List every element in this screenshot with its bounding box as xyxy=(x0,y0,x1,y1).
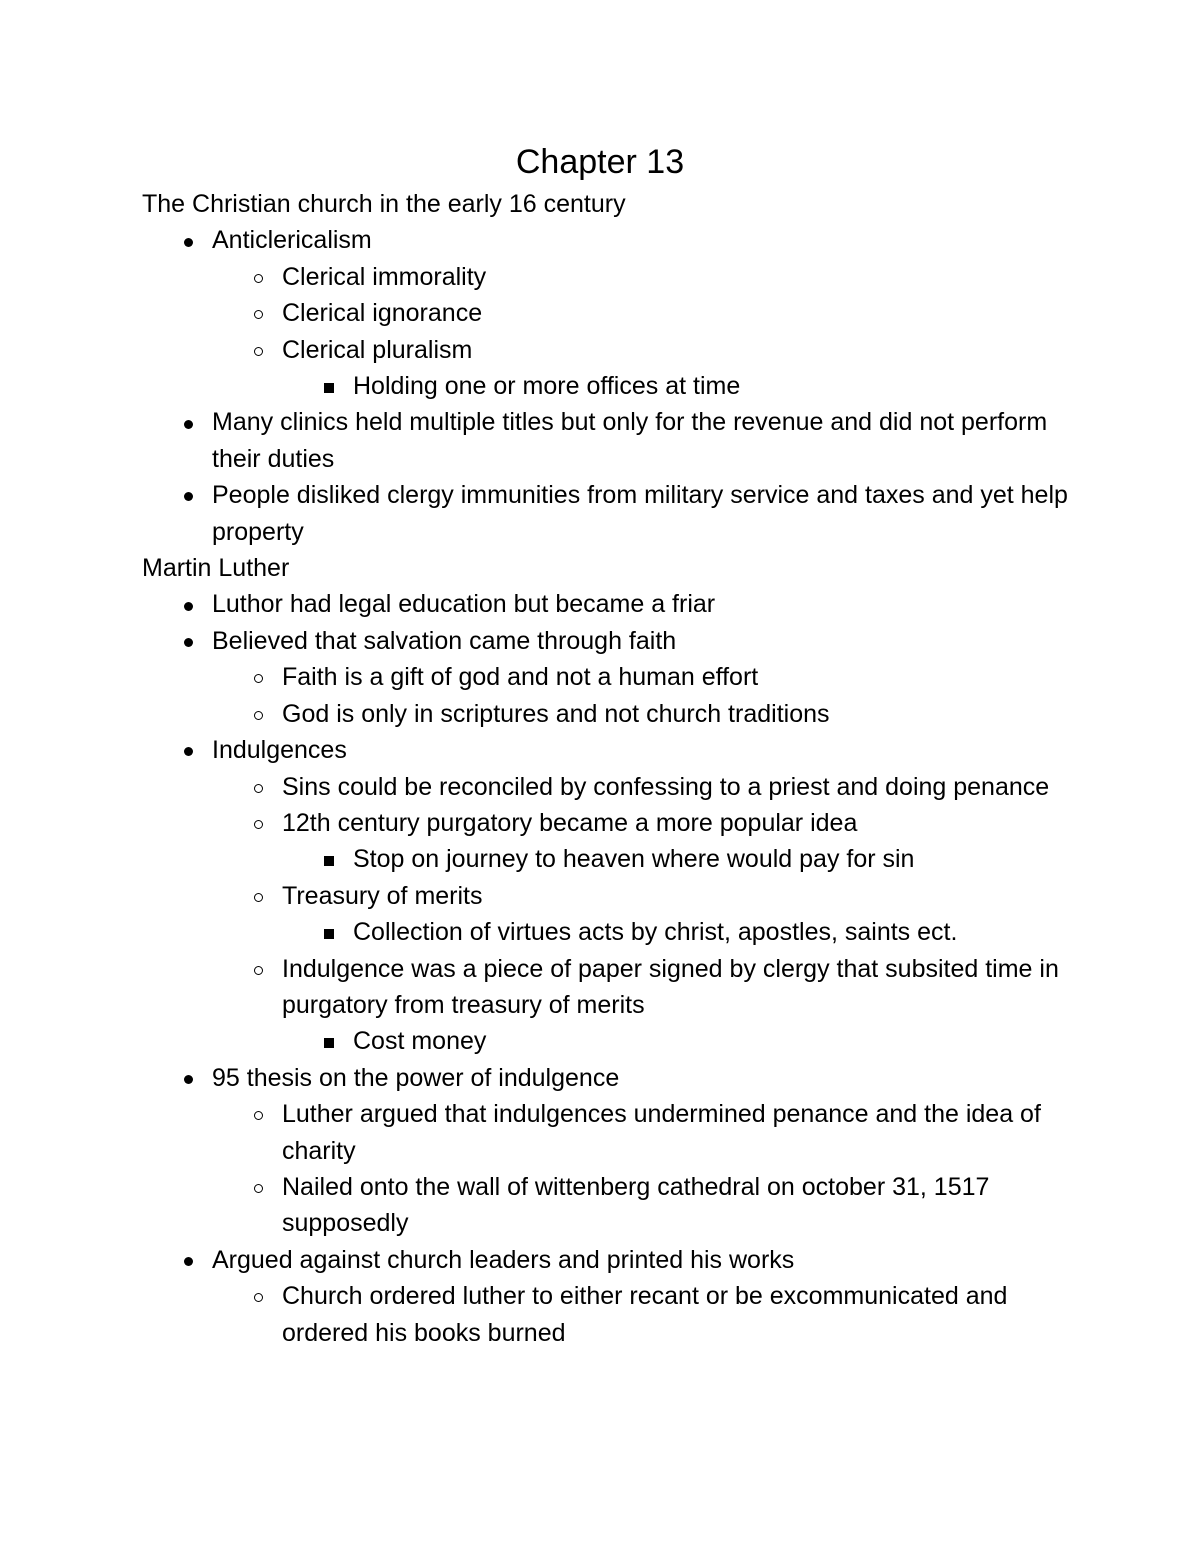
list-item xyxy=(142,1023,1072,1059)
list-item-text: Luthor had legal education but became a friar xyxy=(212,590,716,619)
list-item xyxy=(142,368,1072,404)
bullet-circle-icon xyxy=(246,769,270,805)
bullet-circle-icon xyxy=(246,805,270,841)
list-item xyxy=(142,259,1072,295)
list-item xyxy=(142,222,1072,258)
list-item-text: 12th century purgatory became a more popular idea xyxy=(282,808,858,837)
bullet-dot-icon xyxy=(176,404,200,440)
list-item-text: Nailed onto the wall of wittenberg cathedral on october 31, 1517 supposedly xyxy=(282,1172,990,1238)
bullet-dot-icon xyxy=(176,732,200,768)
list-item-text: People disliked clergy immunities from military service and taxes and yet help property xyxy=(212,481,1068,546)
list-item xyxy=(142,951,1072,1024)
bullet-square-icon xyxy=(317,914,341,950)
section xyxy=(142,186,1072,550)
section-heading: The Christian church in the early 16 century xyxy=(142,190,626,218)
bullet-circle-icon xyxy=(246,1169,270,1205)
bullet-circle-icon xyxy=(246,259,270,295)
list-item-text: Treasury of merits xyxy=(282,881,483,910)
bullet-square-icon xyxy=(317,368,341,404)
bullet-square-icon xyxy=(317,841,341,877)
list-item-text: Clerical pluralism xyxy=(282,335,473,364)
list-item-text: Cost money xyxy=(353,1027,487,1056)
list-item xyxy=(142,769,1072,805)
list-item-text: Clerical ignorance xyxy=(282,299,483,328)
list-item-text: Anticlericalism xyxy=(212,226,372,255)
page-title: Chapter 13 xyxy=(515,143,685,181)
list-item xyxy=(142,1169,1072,1242)
bullet-dot-icon xyxy=(176,222,200,258)
list-item xyxy=(142,841,1072,877)
list-item xyxy=(142,1096,1072,1169)
bullet-circle-icon xyxy=(246,951,270,987)
list-item-text: Many clinics held multiple titles but only for the revenue and did not perform their duties xyxy=(212,408,1048,473)
bullet-circle-icon xyxy=(246,696,270,732)
list-item xyxy=(142,914,1072,950)
bullet-circle-icon xyxy=(246,1278,270,1314)
list-item xyxy=(142,586,1072,622)
bullet-square-icon xyxy=(317,1023,341,1059)
notes-body xyxy=(142,186,1072,1351)
list-item-text: Holding one or more offices at time xyxy=(353,372,741,401)
list-item-text: God is only in scriptures and not church traditions xyxy=(282,699,830,728)
bullet-circle-icon xyxy=(246,659,270,695)
list-item-text: Believed that salvation came through faith xyxy=(212,626,677,655)
list-item-text: Collection of virtues acts by christ, apostles, saints ect. xyxy=(353,918,958,947)
list-item xyxy=(142,1242,1072,1278)
bullet-circle-icon xyxy=(246,1096,270,1132)
bullet-dot-icon xyxy=(176,477,200,513)
list-item-text: Sins could be reconciled by confessing to a priest and doing penance xyxy=(282,772,1050,801)
list-item xyxy=(142,404,1072,477)
section xyxy=(142,550,1072,1351)
list-item xyxy=(142,1060,1072,1096)
list-item xyxy=(142,696,1072,732)
list-item-text: Stop on journey to heaven where would pay for sin xyxy=(353,845,915,874)
list-item xyxy=(142,295,1072,331)
bullet-circle-icon xyxy=(246,332,270,368)
list-item-text: Luther argued that indulgences undermined penance and the idea of charity xyxy=(282,1100,1041,1165)
list-item-text: Church ordered luther to either recant or be excommunicated and ordered his books burned xyxy=(282,1282,1008,1347)
list-item-text: Faith is a gift of god and not a human effort xyxy=(282,663,759,692)
list-item xyxy=(142,332,1072,368)
bullet-dot-icon xyxy=(176,1242,200,1278)
bullet-dot-icon xyxy=(176,586,200,622)
bullet-dot-icon xyxy=(176,623,200,659)
section-heading: Martin Luther xyxy=(142,554,290,583)
list-item xyxy=(142,878,1072,914)
list-item-text: Clerical immorality xyxy=(282,262,487,291)
list-item-text: Indulgences xyxy=(212,736,347,765)
list-item xyxy=(142,623,1072,659)
list-item-text: Argued against church leaders and printed his works xyxy=(212,1245,795,1274)
list-item xyxy=(142,659,1072,695)
list-item xyxy=(142,805,1072,841)
list-item xyxy=(142,732,1072,768)
list-item-text: Indulgence was a piece of paper signed by clergy that subsited time in purgatory from treasury of merits xyxy=(282,954,1059,1019)
bullet-circle-icon xyxy=(246,878,270,914)
list-item-text: 95 thesis on the power of indulgence xyxy=(212,1063,620,1092)
bullet-dot-icon xyxy=(176,1060,200,1096)
list-item xyxy=(142,1278,1072,1351)
list-item xyxy=(142,477,1072,550)
bullet-circle-icon xyxy=(246,295,270,331)
